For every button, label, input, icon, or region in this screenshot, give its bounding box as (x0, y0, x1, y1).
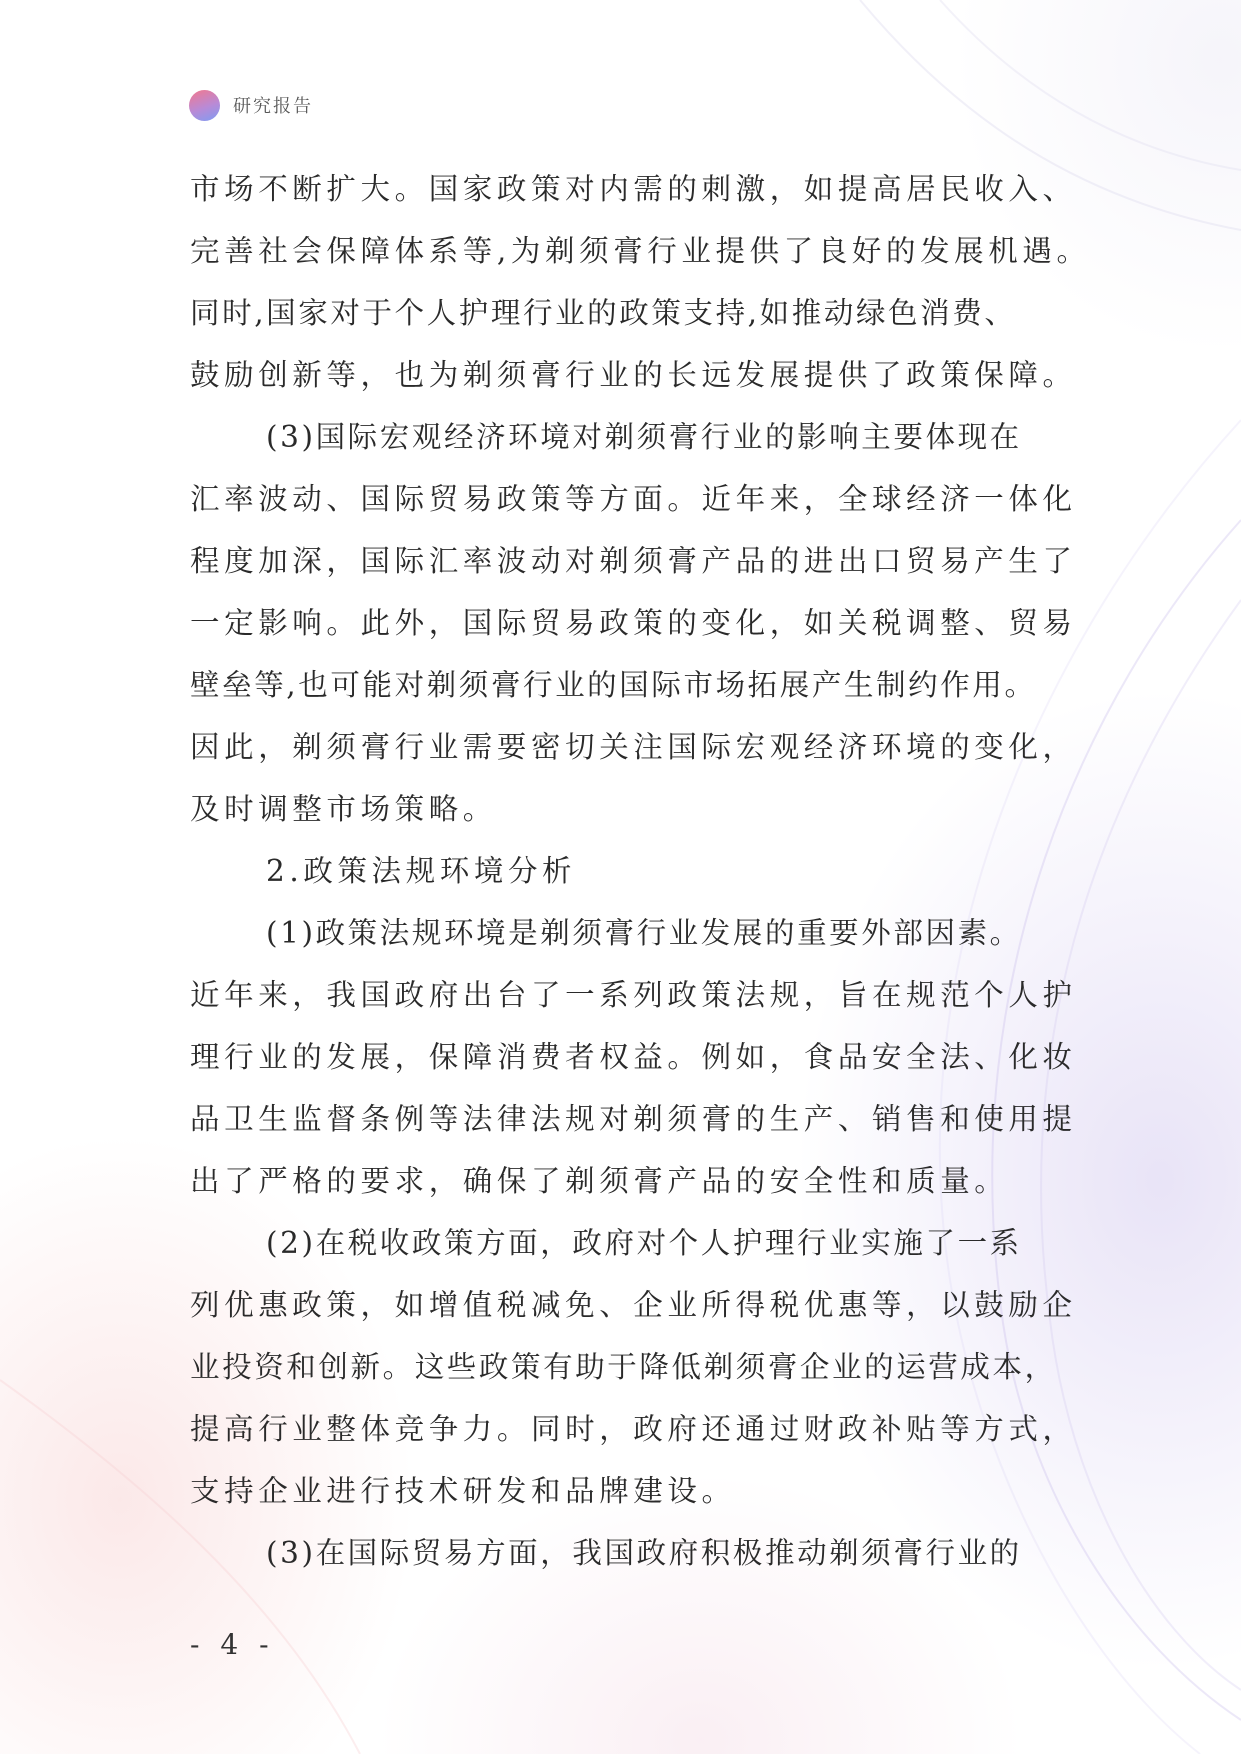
paragraph-line: 出了严格的要求，确保了剃须膏产品的安全性和质量。 (190, 1164, 1009, 1198)
paragraph-line: (2)在税收政策方面，政府对个人护理行业实施了一系 (266, 1226, 1022, 1260)
paragraph-line: 列优惠政策，如增值税减免、企业所得税优惠等，以鼓励企 (190, 1288, 1077, 1322)
paragraph-line: 品卫生监督条例等法律法规对剃须膏的生产、销售和使用提 (190, 1102, 1077, 1136)
paragraph-line: 因此，剃须膏行业需要密切关注国际宏观经济环境的变化， (190, 730, 1077, 764)
paragraph-line: 完善社会保障体系等,为剃须膏行业提供了良好的发展机遇。 (190, 234, 1091, 268)
header-title: 研究报告 (233, 96, 313, 117)
report-header (189, 89, 313, 121)
paragraph-line: 鼓励创新等，也为剃须膏行业的长远发展提供了政策保障。 (190, 358, 1077, 392)
paragraph-line: (3)在国际贸易方面，我国政府积极推动剃须膏行业的 (266, 1536, 1022, 1570)
body-text (190, 158, 1090, 1584)
paragraph-line: 壁垒等,也可能对剃须膏行业的国际市场拓展产生制约作用。 (190, 668, 1037, 702)
section-heading: 2.政策法规环境分析 (266, 854, 577, 888)
paragraph-line: (1)政策法规环境是剃须膏行业发展的重要外部因素。 (266, 916, 1022, 950)
paragraph-line: 及时调整市场策略。 (190, 792, 497, 826)
paragraph-line: 市场不断扩大。国家政策对内需的刺激，如提高居民收入、 (190, 172, 1077, 206)
paragraph-line: 近年来，我国政府出台了一系列政策法规，旨在规范个人护 (190, 978, 1077, 1012)
paragraph-line: 汇率波动、国际贸易政策等方面。近年来，全球经济一体化 (190, 482, 1077, 516)
report-logo-icon (189, 90, 220, 121)
paragraph-line: 程度加深，国际汇率波动对剃须膏产品的进出口贸易产生了 (190, 544, 1077, 578)
paragraph-line: 理行业的发展，保障消费者权益。例如，食品安全法、化妆 (190, 1040, 1077, 1074)
paragraph-line: 同时,国家对于个人护理行业的政策支持,如推动绿色消费、 (190, 296, 1017, 330)
paragraph-line: 提高行业整体竞争力。同时，政府还通过财政补贴等方式， (190, 1412, 1077, 1446)
paragraph-line: 业投资和创新。这些政策有助于降低剃须膏企业的运营成本， (190, 1350, 1057, 1384)
paragraph-line: 一定影响。此外，国际贸易政策的变化，如关税调整、贸易 (190, 606, 1077, 640)
page-number: - 4 - (190, 1628, 275, 1661)
paragraph-line: 支持企业进行技术研发和品牌建设。 (190, 1474, 736, 1508)
paragraph-line: (3)国际宏观经济环境对剃须膏行业的影响主要体现在 (266, 420, 1022, 454)
